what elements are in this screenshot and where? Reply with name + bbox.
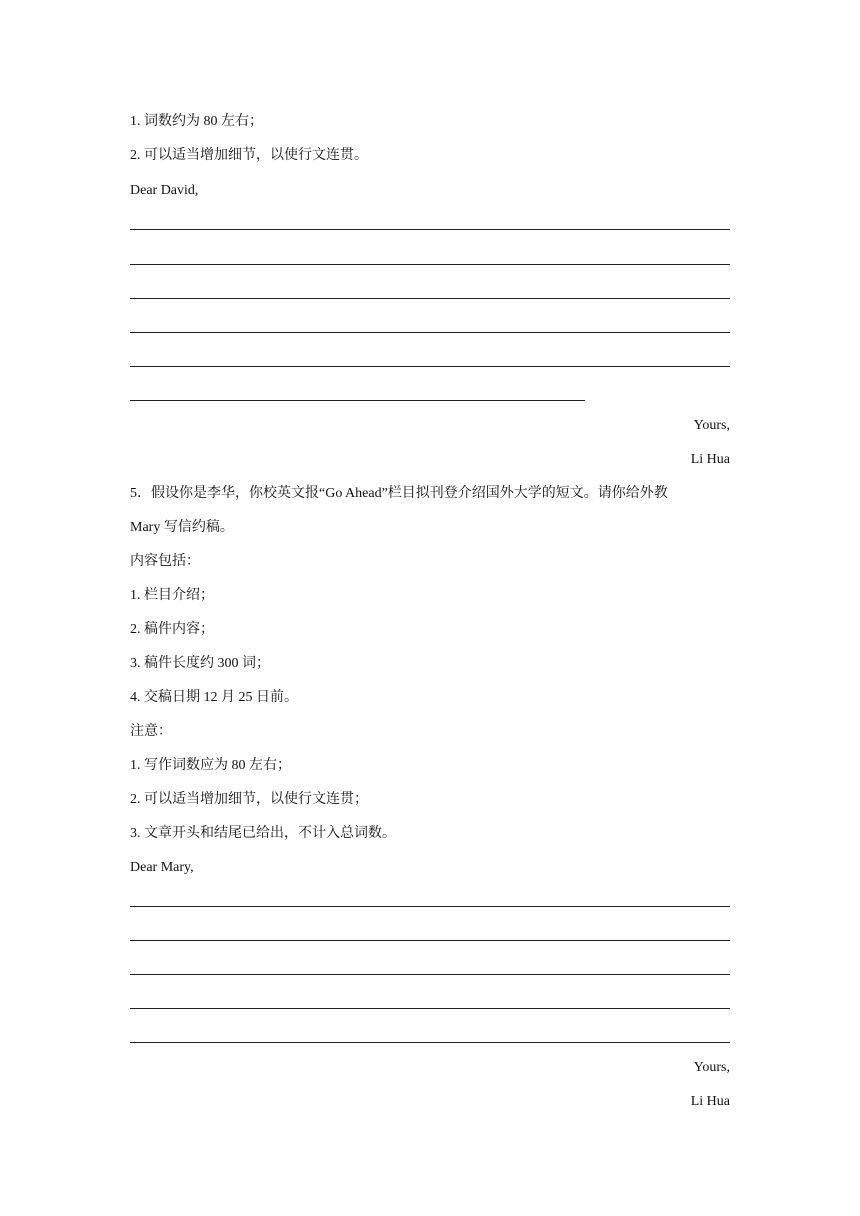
- answer-line[interactable]: [130, 940, 730, 941]
- requirement-word-count: 1. 词数约为 80 左右；: [130, 114, 263, 129]
- answer-line[interactable]: [130, 906, 730, 907]
- question-prompt: 5．假设你是李华，你校英文报“Go Ahead”栏目拟刊登介绍国外大学的短文。请你给外教: [130, 486, 668, 501]
- note-item: 1. 写作词数应为 80 左右；: [130, 758, 291, 773]
- content-item: 3. 稿件长度约 300 词；: [130, 656, 270, 671]
- note-item: 2. 可以适当增加细节，以使行文连贯；: [130, 792, 368, 807]
- requirement-add-details: 2. 可以适当增加细节，以使行文连贯。: [130, 148, 368, 163]
- question-prompt-continued: Mary 写信约稿。: [130, 520, 234, 535]
- notes-heading: 注意：: [130, 724, 172, 739]
- answer-line[interactable]: [130, 366, 730, 367]
- content-item: 1. 栏目介绍；: [130, 588, 214, 603]
- answer-line[interactable]: [130, 332, 730, 333]
- letter-signature: Li Hua: [690, 1094, 730, 1109]
- content-item: 4. 交稿日期 12 月 25 日前。: [130, 690, 298, 705]
- letter-salutation: Dear David,: [130, 183, 199, 198]
- answer-line[interactable]: [130, 974, 730, 975]
- answer-line[interactable]: [130, 264, 730, 265]
- content-item: 2. 稿件内容；: [130, 622, 214, 637]
- letter-salutation: Dear Mary,: [130, 860, 194, 875]
- answer-line[interactable]: [130, 400, 585, 401]
- answer-line[interactable]: [130, 298, 730, 299]
- answer-line[interactable]: [130, 1008, 730, 1009]
- note-item: 3. 文章开头和结尾已给出，不计入总词数。: [130, 826, 396, 841]
- answer-line[interactable]: [130, 1042, 730, 1043]
- letter-signature: Li Hua: [690, 452, 730, 467]
- letter-closing: Yours,: [693, 418, 730, 433]
- letter-closing: Yours,: [693, 1060, 730, 1075]
- content-heading: 内容包括：: [130, 554, 200, 569]
- answer-line[interactable]: [130, 229, 730, 230]
